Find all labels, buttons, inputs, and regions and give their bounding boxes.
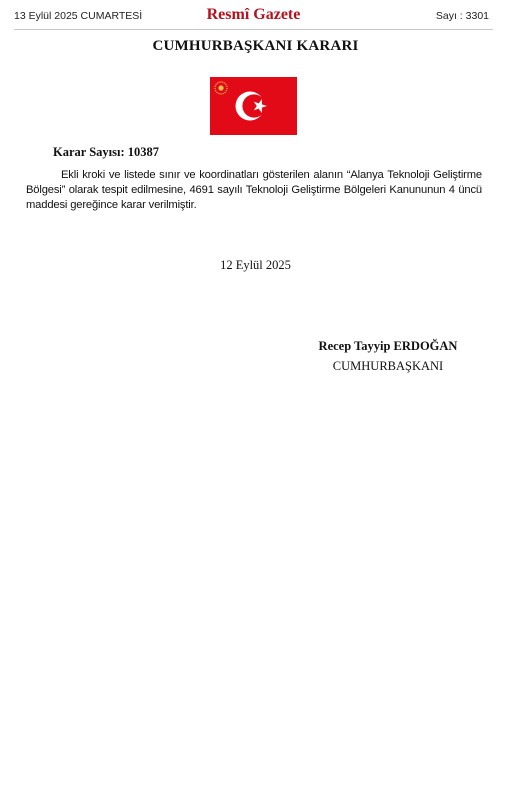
gazette-header <box>14 0 493 30</box>
decision-date: 12 Eylül 2025 <box>220 258 291 272</box>
gazette-name: Resmî Gazete <box>206 6 301 23</box>
turkish-flag-icon <box>210 77 297 135</box>
issue-date: 13 Eylül 2025 CUMARTESİ <box>14 10 143 22</box>
document-title: CUMHURBAŞKANI KARARI <box>152 38 359 54</box>
decision-body: Ekli kroki ve listede sınır ve koordinatları gösterilen alanın “Alanya Teknoloji Geliştirme Bölgesi” olarak tespit edilmesine, 4691 sayılı Teknoloji Geliştirme Bölgeleri Kanununun 4 üncü maddesi gereğince karar verilmiştir. <box>26 169 482 211</box>
issue-number: Sayı : 3301 <box>435 10 489 22</box>
signer-name: Recep Tayyip ERDOĞAN <box>318 339 458 353</box>
signer-title: CUMHURBAŞKANI <box>332 359 444 373</box>
decision-number: Karar Sayısı: 10387 <box>53 145 160 159</box>
